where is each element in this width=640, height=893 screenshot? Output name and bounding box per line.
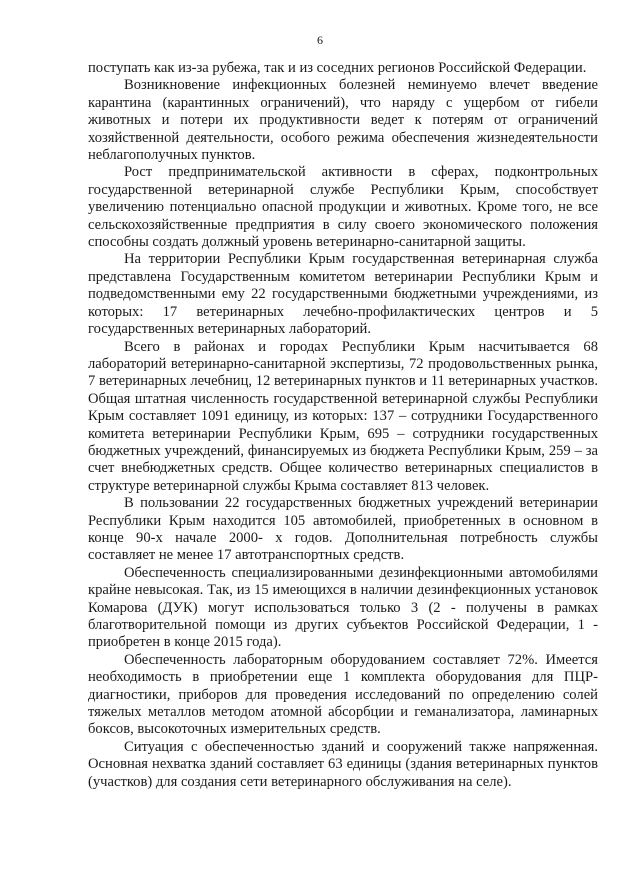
page-number: 6 xyxy=(317,33,323,47)
paragraph: Всего в районах и городах Республики Крым насчитывается 68 лабораторий ветеринарно-санитарной экспертизы, 72 продовольственных рынка, 7 ветеринарных лечебниц, 12 ветеринарных пунктов и 11 ветеринарных участков. Общая штатная численность государственной ветеринарной службы Республики Крым составляет 1091 единицу, из которых: 137 – сотрудники Государственного комитета ветеринарии Республики Крым, 695 – сотрудники государственных бюджетных учреждений, финансируемых из бюджета Республики Крым, 259 – за счет внебюджетных средств. Общее количество ветеринарных специалистов в структуре ветеринарной службы Крыма составляет 813 человек. xyxy=(88,338,598,494)
paragraph: поступать как из-за рубежа, так и из соседних регионов Российской Федерации. xyxy=(88,60,587,76)
paragraph: В пользовании 22 государственных бюджетных учреждений ветеринарии Республики Крым находится 105 автомобилей, приобретенных в основном в конце 90-х начале 2000- х годов. Дополнительная потребность службы составляет не менее 17 автотранспортных средств. xyxy=(88,495,598,564)
paragraph: Рост предпринимательской активности в сферах, подконтрольных государственной ветеринарной службе Республики Крым, способствует увеличению потенциально опасной продукции и животных. Кроме того, не все сельскохозяйственные предприятия в силу своего экономического положения способны создать должный уровень ветеринарно-санитарной защиты. xyxy=(88,164,598,251)
paragraph: Возникновение инфекционных болезней неминуемо влечет введение карантина (карантинных ограничений), что наряду с ущербом от гибели животных и потери их продуктивности ведет к потерям от ограничений хозяйственной деятельности, особого режима обеспечения жизнедеятельности неблагополучных пунктов. xyxy=(88,77,598,164)
paragraph: Обеспеченность специализированными дезинфекционными автомобилями крайне невысокая. Так, из 15 имеющихся в наличии дезинфекционных установок Комарова (ДУК) могут использоваться только 3 (2 - получены в рамках благотворительной помощи из других субъектов Российской Федерации, 1 - приобретен в конце 2015 года). xyxy=(88,564,598,651)
paragraph: На территории Республики Крым государственная ветеринарная служба представлена Государственным комитетом ветеринарии Республики Крым и подведомственными ему 22 государственными бюджетными учреждениями, из которых: 17 ветеринарных лечебно-профилактических центров и 5 государственных ветеринарных лабораторий. xyxy=(88,251,598,338)
paragraph: Ситуация с обеспеченностью зданий и сооружений также напряженная. Основная нехватка зданий составляет 63 единицы (здания ветеринарных пунктов (участков) для создания сети ветеринарного обслуживания на селе). xyxy=(88,738,598,790)
document-body xyxy=(88,60,598,791)
paragraph: Обеспеченность лабораторным оборудованием составляет 72%. Имеется необходимость в приобретении еще 1 комплекта оборудования для ПЦР-диагностики, приборов для проведения исследований по определению солей тяжелых металлов методом атомной абсорбции и геманализатора, ламинарных боксов, высокоточных измерительных средств. xyxy=(88,651,598,738)
